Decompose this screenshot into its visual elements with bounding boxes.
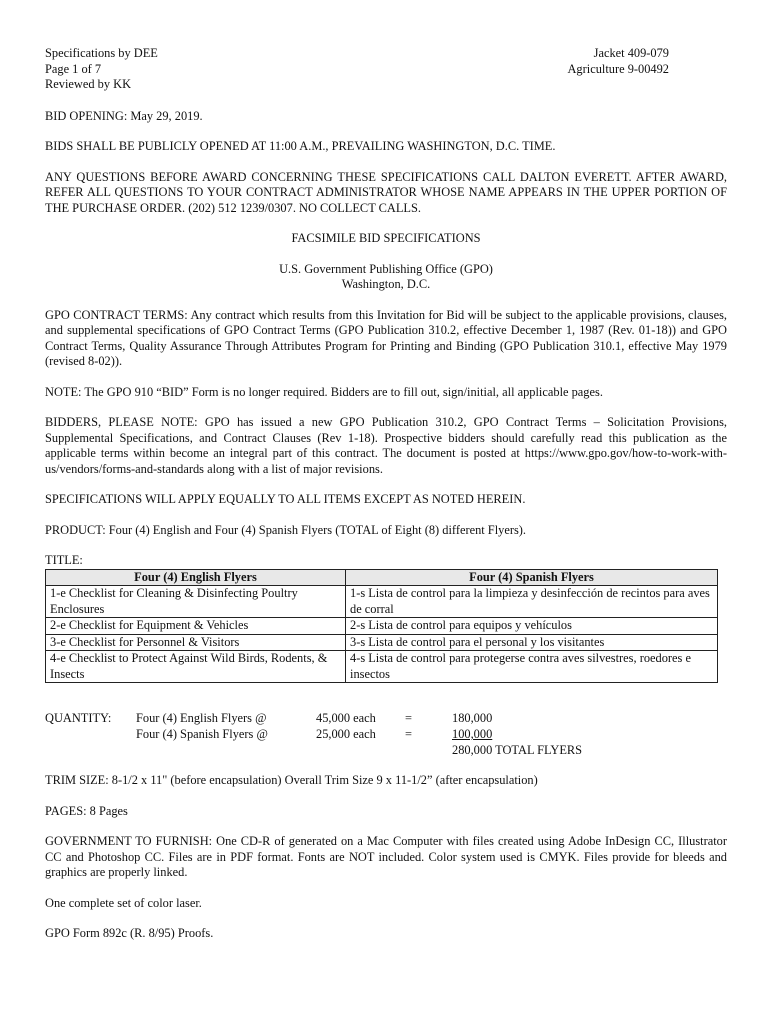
quantity-total-english: 180,000 bbox=[452, 711, 493, 725]
table-row bbox=[46, 651, 718, 683]
header-left bbox=[45, 46, 158, 93]
facsimile-title: FACSIMILE BID SPECIFICATIONS bbox=[291, 231, 481, 245]
quantity-block bbox=[45, 711, 727, 759]
title-label: TITLE: bbox=[45, 553, 83, 567]
spanish-title-cell: 1-s Lista de control para la limpieza y desinfección de recintos para aves de corral bbox=[346, 586, 718, 618]
spanish-title-cell: 3-s Lista de control para el personal y los visitantes bbox=[346, 634, 718, 651]
pages-line: PAGES: 8 Pages bbox=[45, 803, 128, 818]
english-flyers-header: Four (4) English Flyers bbox=[46, 569, 346, 586]
questions-paragraph: ANY QUESTIONS BEFORE AWARD CONCERNING THESE SPECIFICATIONS CALL DALTON EVERETT. AFTER AWARD, REFER ALL QUESTIONS TO YOUR CONTRACT ADMINISTRATOR WHOSE NAME APPEARS IN THE UPPER PORTION OF THE PURCHASE ORDER. (202) 512 1239/0307. NO COLLECT CALLS. bbox=[45, 169, 727, 215]
government-to-furnish-paragraph: GOVERNMENT TO FURNISH: One CD-R of generated on a Mac Computer with files created using Adobe InDesign CC, Illustrator CC and Photoshop CC. Files are in PDF format. Fonts are NOT included. Color system used is CMYK. Files provide for bleeds and graphics are properly linked. bbox=[45, 834, 727, 879]
quantity-each-english: 45,000 each bbox=[316, 711, 376, 725]
spanish-flyers-header: Four (4) Spanish Flyers bbox=[346, 569, 718, 586]
agency-number: Agriculture 9-00492 bbox=[567, 61, 669, 76]
bid-opening: BID OPENING: May 29, 2019. bbox=[45, 108, 203, 123]
office-block bbox=[45, 262, 727, 293]
header-right bbox=[567, 46, 727, 93]
office-city: Washington, D.C. bbox=[341, 277, 431, 291]
quantity-total-spanish: 100,000 bbox=[452, 727, 493, 741]
bids-public-opening: BIDS SHALL BE PUBLICLY OPENED AT 11:00 A.M., PREVAILING WASHINGTON, D.C. TIME. bbox=[45, 139, 556, 153]
document-page bbox=[45, 46, 727, 942]
english-title-cell: 2-e Checklist for Equipment & Vehicles bbox=[46, 618, 346, 635]
page-number: Page 1 of 7 bbox=[45, 61, 102, 76]
reviewer: Reviewed by KK bbox=[45, 77, 132, 91]
table-row bbox=[46, 618, 718, 635]
english-title-cell: 1-e Checklist for Cleaning & Disinfecting Poultry Enclosures bbox=[46, 586, 346, 618]
jacket-number: Jacket 409-079 bbox=[593, 46, 669, 60]
quantity-item-spanish: Four (4) Spanish Flyers @ bbox=[136, 727, 268, 741]
quantity-each-spanish: 25,000 each bbox=[316, 727, 376, 741]
english-title-cell: 3-e Checklist for Personnel & Visitors bbox=[46, 634, 346, 651]
contract-terms-paragraph: GPO CONTRACT TERMS: Any contract which results from this Invitation for Bid will be subject to the applicable provisions, clauses, and supplemental specifications of GPO Contract Terms (GPO Publication 310.2, effective December 1, 1987 (Rev. 01-18)) and GPO Contract Terms, Quality Assurance Through Attributes Program for Printing and Binding (GPO Publication 310.1, effective May 1979 (revised 8-02)). bbox=[45, 307, 727, 368]
spanish-title-cell: 2-s Lista de control para equipos y vehículos bbox=[346, 618, 718, 635]
quantity-grand-total: 280,000 TOTAL FLYERS bbox=[452, 743, 583, 757]
title-table bbox=[45, 569, 718, 684]
table-header-row bbox=[46, 569, 718, 586]
specs-apply-line: SPECIFICATIONS WILL APPLY EQUALLY TO ALL ITEMS EXCEPT AS NOTED HEREIN. bbox=[45, 492, 526, 506]
spanish-title-cell: 4-s Lista de control para protegerse contra aves silvestres, roedores e insectos bbox=[346, 651, 718, 683]
color-laser-line: One complete set of color laser. bbox=[45, 895, 202, 910]
english-title-cell: 4-e Checklist to Protect Against Wild Birds, Rodents, & Insects bbox=[46, 651, 346, 683]
bidders-note-paragraph: BIDDERS, PLEASE NOTE: GPO has issued a new GPO Publication 310.2, GPO Contract Terms – Solicitation Provisions, Supplemental Specifications, and Contract Clauses (Rev 1-18). Prospective bidders should carefully read this publication as the applicable terms within become an integral part of this contract. The document is posted at https://www.gpo.gov/how-to-work-with-us/vendors/forms-and-standards along with a list of major revisions. bbox=[45, 415, 727, 476]
page-header bbox=[45, 46, 727, 93]
quantity-equals: = bbox=[405, 727, 412, 741]
table-row bbox=[46, 586, 718, 618]
quantity-item-english: Four (4) English Flyers @ bbox=[136, 711, 267, 725]
form-892c-line: GPO Form 892c (R. 8/95) Proofs. bbox=[45, 926, 214, 940]
office-name: U.S. Government Publishing Office (GPO) bbox=[279, 261, 493, 276]
product-line: PRODUCT: Four (4) English and Four (4) Spanish Flyers (TOTAL of Eight (8) different Flyers). bbox=[45, 522, 527, 537]
table-row bbox=[46, 634, 718, 651]
spec-author: Specifications by DEE bbox=[45, 46, 158, 60]
trim-size-line: TRIM SIZE: 8-1/2 x 11" (before encapsulation) Overall Trim Size 9 x 11-1/2” (after encapsulation) bbox=[45, 773, 538, 787]
gpo-910-note: NOTE: The GPO 910 “BID” Form is no longer required. Bidders are to fill out, sign/initial, all applicable pages. bbox=[45, 384, 603, 399]
quantity-equals: = bbox=[405, 711, 412, 725]
quantity-label: QUANTITY: bbox=[45, 711, 112, 725]
